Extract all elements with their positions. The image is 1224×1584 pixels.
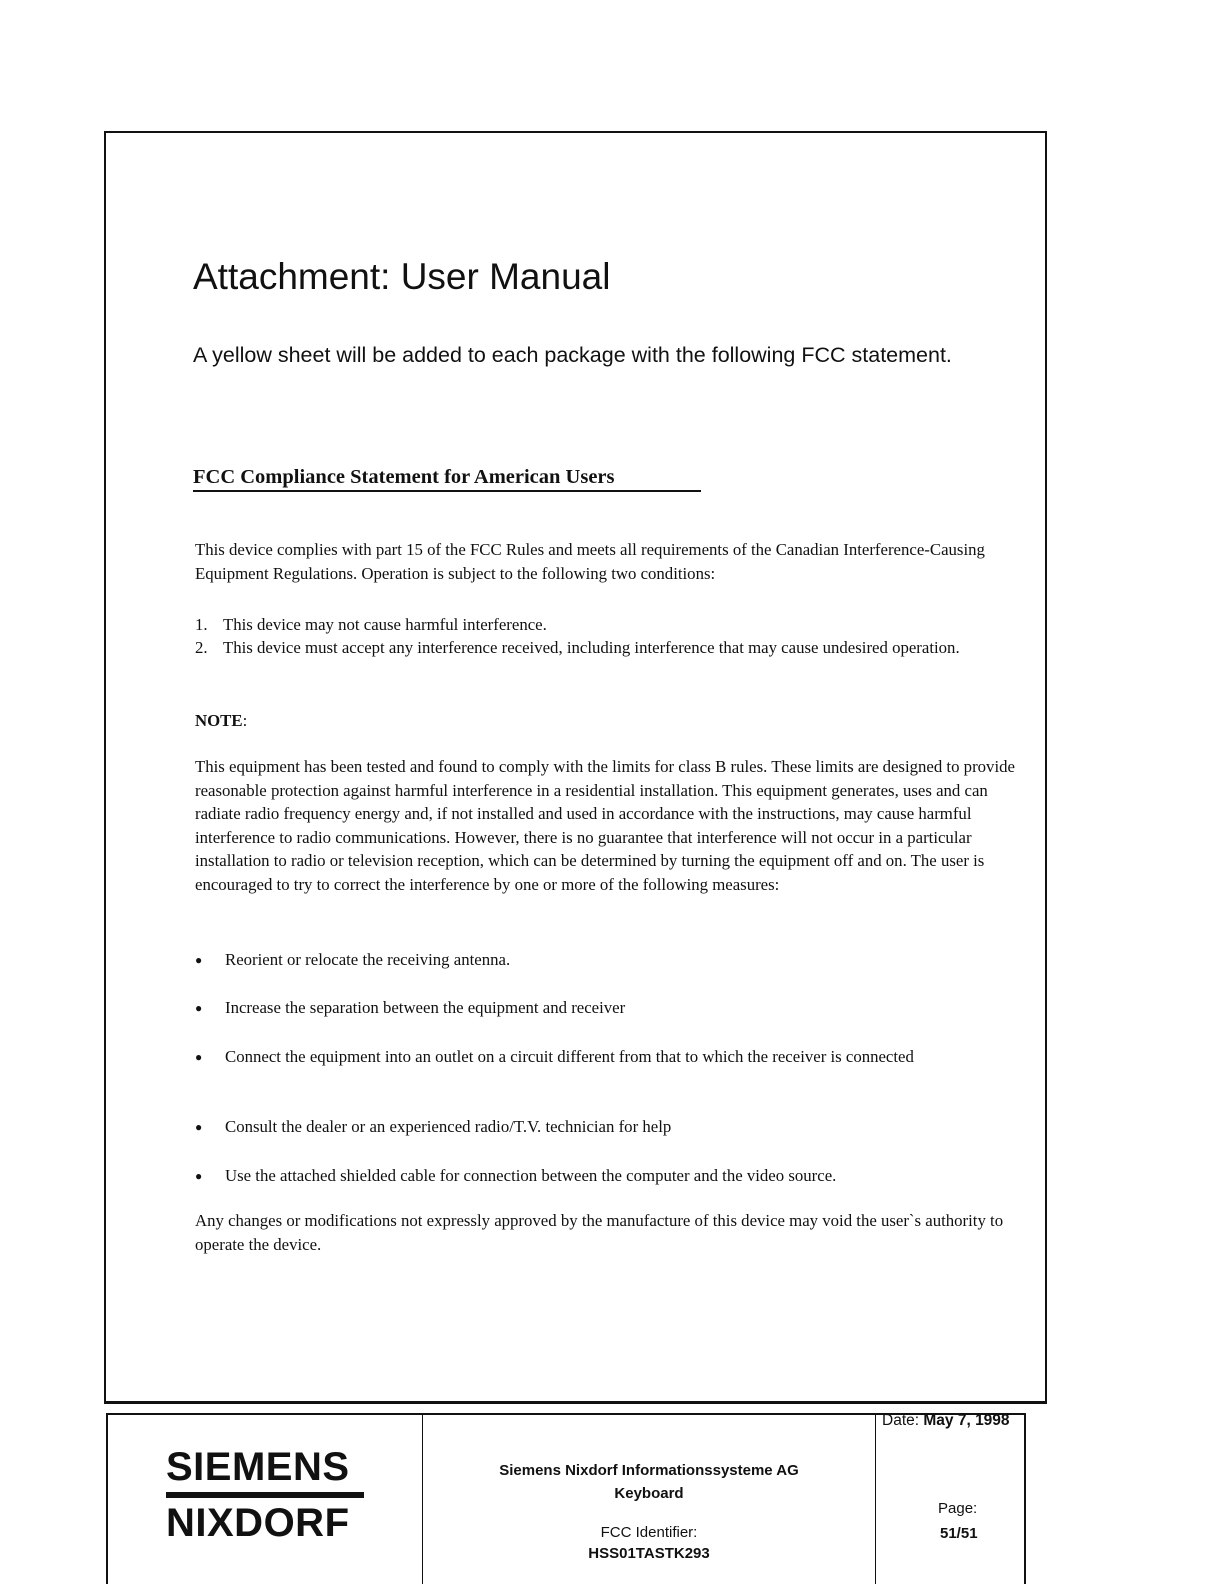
- condition-text: This device may not cause harmful interference.: [223, 615, 547, 634]
- page-number: 51/51: [940, 1525, 978, 1542]
- company-cell: [422, 1415, 875, 1584]
- measure-item: [195, 1045, 1005, 1069]
- measure-text: Reorient or relocate the receiving antenna.: [225, 950, 511, 969]
- measure-text: Consult the dealer or an experienced radio/T.V. technician for help: [225, 1117, 672, 1136]
- section-heading: FCC Compliance Statement for American Users: [193, 466, 615, 488]
- condition-number: 2.: [195, 638, 208, 657]
- measure-text: Connect the equipment into an outlet on a circuit different from that to which the receiver is connected: [225, 1047, 914, 1066]
- date-page-cell: [875, 1412, 1026, 1584]
- siemens-nixdorf-logo: [166, 1445, 364, 1545]
- measure-text: Increase the separation between the equipment and receiver: [225, 998, 626, 1017]
- condition-item: [195, 613, 1005, 637]
- fcc-label: FCC Identifier:: [600, 1524, 698, 1541]
- product-name: Keyboard: [614, 1485, 684, 1502]
- condition-item: [195, 636, 1005, 660]
- logo-bar: [166, 1492, 364, 1498]
- bullet-icon: ●: [195, 1001, 203, 1015]
- company-name: Siemens Nixdorf Informationssysteme AG: [499, 1462, 799, 1479]
- page-label: Page:: [938, 1500, 978, 1517]
- footer-table: [106, 1413, 1026, 1584]
- fcc-id: HSS01TASTK293: [588, 1545, 710, 1562]
- logo-bottom: NIXDORF: [166, 1501, 350, 1545]
- closing-paragraph: Any changes or modifications not expressly approved by the manufacture of this device may void the user`s authority to operate the device.: [195, 1211, 1004, 1254]
- intro-text: A yellow sheet will be added to each package with the following FCC statement.: [193, 343, 952, 367]
- logo-top: SIEMENS: [166, 1445, 350, 1489]
- bullet-icon: ●: [195, 953, 203, 967]
- bullet-icon: ●: [195, 1120, 203, 1134]
- measure-item: [195, 996, 1005, 1020]
- bullet-icon: ●: [195, 1050, 203, 1064]
- note-paragraph: This equipment has been tested and found to comply with the limits for class B rules. These limits are designed to provide reasonable protection against harmful interference in a residential installation. This equipment generates, uses and can radiate radio frequency energy and, if not installed and used in accordance with the instructions, may cause harmful interference to radio communications. However, there is no guarantee that interference will not occur in a particular installation to radio or television reception, which can be determined by turning the equipment off and on. The user is encouraged to try to correct the interference by one or more of the following measures:: [195, 757, 1015, 894]
- measure-item: [195, 1164, 1005, 1188]
- bullet-icon: ●: [195, 1169, 203, 1183]
- compliance-paragraph: This device complies with part 15 of the FCC Rules and meets all requirements of the Canadian Interference-Causing Equipment Regulations. Operation is subject to the following two conditions:: [195, 540, 985, 583]
- measure-item: [195, 948, 1005, 972]
- date-label: Date:: [882, 1412, 920, 1429]
- condition-text: This device must accept any interference received, including interference that may cause undesired operation.: [223, 638, 960, 657]
- note-label-text: NOTE: [195, 711, 243, 730]
- note-colon: :: [242, 711, 248, 730]
- date-value: May 7, 1998: [923, 1412, 1010, 1429]
- heading-underline: [193, 490, 701, 492]
- date-line: [882, 1412, 1026, 1430]
- page-title: Attachment: User Manual: [193, 256, 611, 297]
- measure-item: [195, 1115, 1005, 1139]
- measure-text: Use the attached shielded cable for connection between the computer and the video source.: [225, 1166, 837, 1185]
- condition-number: 1.: [195, 615, 208, 634]
- note-label: [195, 711, 247, 731]
